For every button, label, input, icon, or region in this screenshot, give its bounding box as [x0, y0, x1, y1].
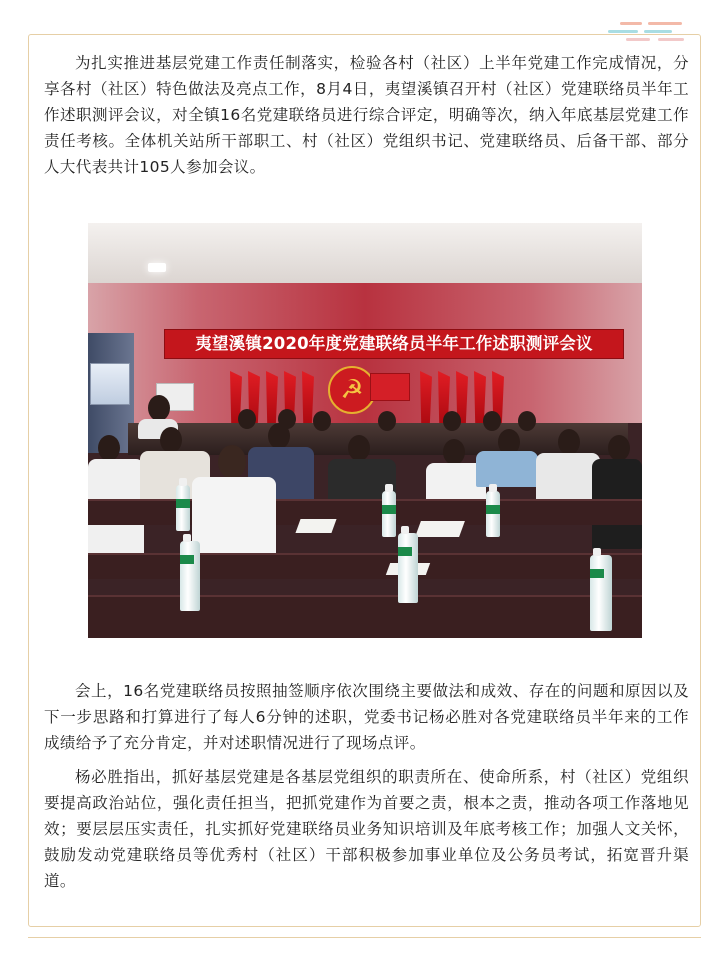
person-head: [313, 411, 331, 431]
water-bottle-icon: [382, 491, 396, 537]
meeting-banner: 夷望溪镇2020年度党建联络员半年工作述职测评会议: [164, 329, 624, 359]
desk-row: [88, 499, 642, 525]
desk-row: [88, 595, 642, 638]
water-bottle-icon: [180, 541, 200, 611]
person-head: [238, 409, 256, 429]
body-paragraph-3: 杨必胜指出，抓好基层党建是各基层党组织的职责所在、使命所系，村（社区）党组织要提高政治站位，强化责任担当，把抓党建作为首要之责，根本之责，推动各项工作落地见效；要层层压实责任，扎实抓好党建联络员业务知识培训及年底考核工作；加强人文关怀，鼓励发动党建联络员等优秀村（社区）干部积极参加事业单位及公务员考试，拓宽晋升渠道。: [44, 768, 689, 890]
ceiling-lamp-icon: [148, 263, 166, 272]
decorative-dash-lines: [620, 22, 692, 44]
window: [90, 363, 130, 405]
person-head: [268, 423, 290, 449]
person-head: [148, 395, 170, 421]
person-head: [348, 435, 370, 461]
person-head: [443, 411, 461, 431]
person-head: [218, 445, 246, 479]
person-head: [160, 427, 182, 453]
person-head: [518, 411, 536, 431]
water-bottle-icon: [176, 485, 190, 531]
document-sheet: [415, 521, 465, 537]
person: [476, 451, 538, 487]
party-emblem-icon: ☭: [328, 366, 376, 414]
person-head: [483, 411, 501, 431]
water-bottle-icon: [590, 555, 612, 631]
person-head: [98, 435, 120, 461]
water-bottle-icon: [398, 533, 418, 603]
intro-paragraph: 为扎实推进基层党建工作责任制落实，检验各村（社区）上半年党建工作完成情况，分享各村（社区）特色做法及亮点工作，8月4日，夷望溪镇召开村（社区）党建联络员半年工作述职测评会议，对全镇16名党建联络员进行综合评定，明确等次，纳入年底基层党建工作责任考核。全体机关站所干部职工、村（社区）党组织书记、党建联络员、后备干部、部分人大代表共计105人参加会议。: [44, 54, 689, 176]
person-head: [608, 435, 630, 461]
person-head: [378, 411, 396, 431]
document-sheet: [295, 519, 336, 533]
meeting-photo: [88, 223, 642, 638]
water-bottle-icon: [486, 491, 500, 537]
body-paragraph-2: 会上，16名党建联络员按照抽签顺序依次围绕主要做法和成效、存在的问题和原因以及下一步思路和打算进行了每人6分钟的述职，党委书记杨必胜对各党建联络员半年来的工作成绩给予了充分肯定，并对述职情况进行了现场点评。: [44, 682, 689, 752]
desk-row: [88, 553, 642, 579]
party-flag-icon: [370, 373, 410, 401]
person-head: [558, 429, 580, 455]
bottom-divider: [28, 937, 701, 938]
person-head: [443, 439, 465, 465]
